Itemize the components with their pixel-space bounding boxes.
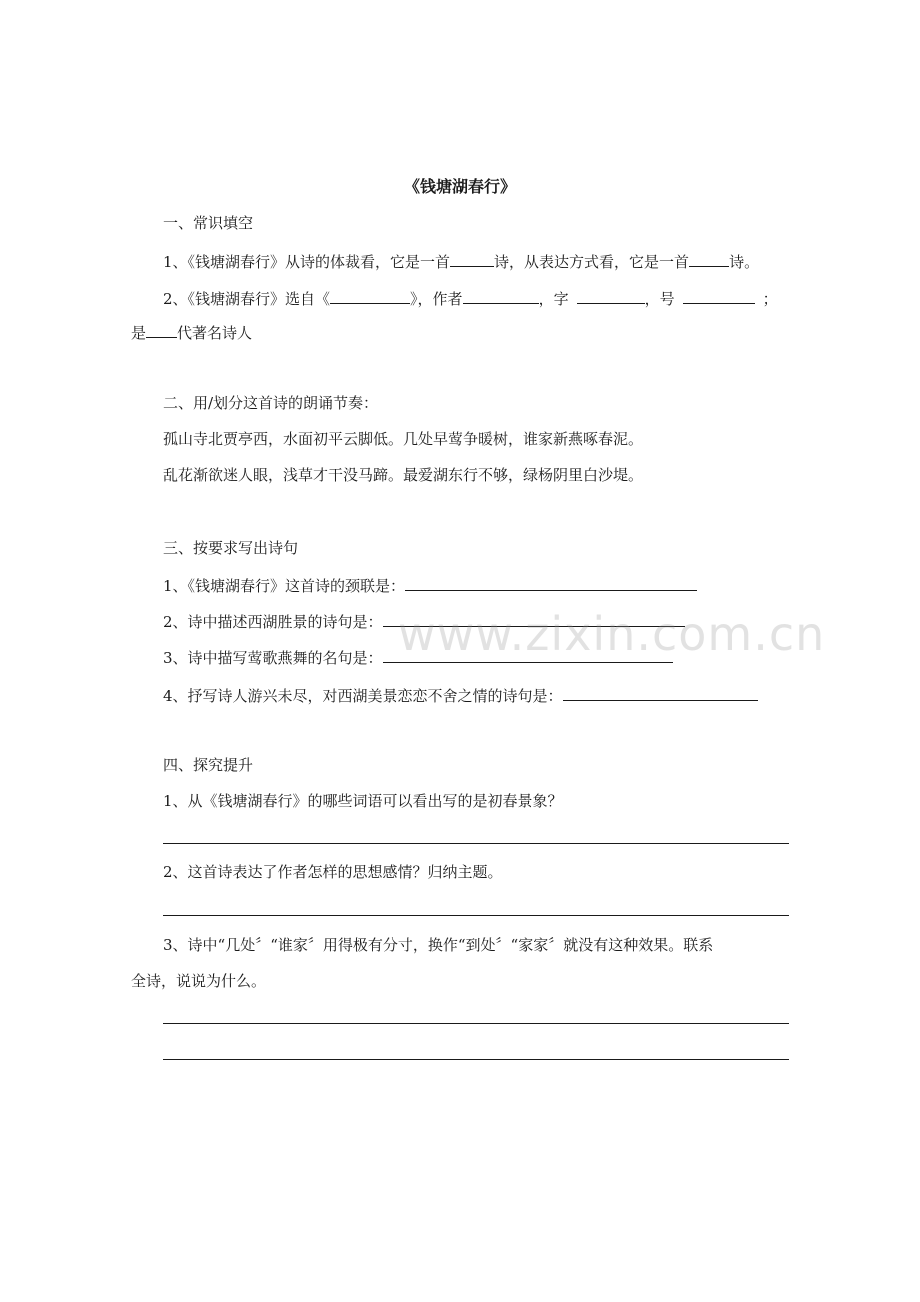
s4-question-3-line-2: 全诗，说说为什么。 bbox=[131, 972, 267, 990]
s1-q1-blank-2[interactable] bbox=[689, 250, 729, 267]
s1-q1-part-c: 诗。 bbox=[729, 253, 760, 271]
s4-question-3-line-1: 3、诗中“几处〞“谁家〞用得极有分寸，换作“到处〞“家家〞就没有这种效果。联系 bbox=[163, 936, 714, 954]
s1-q2-part-e: ； bbox=[762, 290, 778, 308]
s1-q1-part-b: 诗，从表达方式看，它是一首 bbox=[494, 253, 690, 271]
s1-q2-part-a: 2、《钱塘湖春行》选自《 bbox=[163, 290, 331, 308]
s1-q2-part-b: 》，作者 bbox=[410, 290, 463, 308]
s3-q1-answer-blank[interactable] bbox=[405, 574, 697, 591]
s1-q1-part-a: 1、《钱塘湖春行》从诗的体裁看，它是一首 bbox=[163, 253, 451, 271]
s1-question-2 bbox=[163, 287, 778, 309]
s3-question-4 bbox=[163, 684, 758, 706]
s3-q4-answer-blank[interactable] bbox=[563, 684, 758, 701]
s1-q1-blank-1[interactable] bbox=[450, 250, 494, 267]
document-title: 《钱塘湖春行》 bbox=[403, 177, 516, 196]
s4-question-2: 2、这首诗表达了作者怎样的思想感情？归纳主题。 bbox=[163, 863, 503, 881]
s1-question-1 bbox=[163, 250, 759, 272]
s4-q2-answer-line[interactable] bbox=[163, 915, 789, 916]
s1-q2-blank-author[interactable] bbox=[463, 287, 539, 304]
s1-q2-blank-pen-name[interactable] bbox=[683, 287, 755, 304]
s1-q2-part-c: ，字 bbox=[538, 290, 569, 308]
poem-line-2: 乱花渐欲迷人眼，浅草才干没马蹄。最爱湖东行不够，绿杨阴里白沙堤。 bbox=[163, 466, 644, 484]
s3-q3-label: 3、诗中描写莺歌燕舞的名句是： bbox=[163, 649, 383, 667]
section-2-heading: 二、用/划分这首诗的朗诵节奏： bbox=[163, 394, 379, 412]
s1-q2-blank-dynasty[interactable] bbox=[146, 321, 177, 338]
s1-q2-blank-source[interactable] bbox=[330, 287, 410, 304]
s4-question-1: 1、从《钱塘湖春行》的哪些词语可以看出写的是初春景象？ bbox=[163, 792, 563, 810]
poem-line-1: 孤山寺北贾亭西，水面初平云脚低。几处早莺争暖树，谁家新燕啄春泥。 bbox=[163, 430, 644, 448]
s1-q2-part-d: ，号 bbox=[644, 290, 675, 308]
watermark: www.zixin.com.cn bbox=[398, 607, 826, 661]
s1-q2-part-g: 代著名诗人 bbox=[177, 324, 253, 342]
s4-q1-answer-line[interactable] bbox=[163, 843, 789, 844]
s1-question-2-continued bbox=[131, 321, 252, 343]
s4-q3-answer-line-2[interactable] bbox=[163, 1059, 789, 1060]
s3-q2-label: 2、诗中描述西湖胜景的诗句是： bbox=[163, 613, 383, 631]
s1-q2-blank-courtesy-name[interactable] bbox=[577, 287, 645, 304]
s3-question-1 bbox=[163, 574, 697, 596]
s3-q4-label: 4、抒写诗人游兴未尽，对西湖美景恋恋不舍之情的诗句是： bbox=[163, 687, 563, 705]
section-4-heading: 四、探究提升 bbox=[163, 756, 254, 774]
section-1-heading: 一、常识填空 bbox=[163, 214, 254, 232]
s4-q3-answer-line-1[interactable] bbox=[163, 1023, 789, 1024]
s3-q1-label: 1、《钱塘湖春行》这首诗的颈联是： bbox=[163, 577, 406, 595]
s1-q2-part-f: 是 bbox=[131, 324, 147, 342]
section-3-heading: 三、按要求写出诗句 bbox=[163, 539, 299, 557]
